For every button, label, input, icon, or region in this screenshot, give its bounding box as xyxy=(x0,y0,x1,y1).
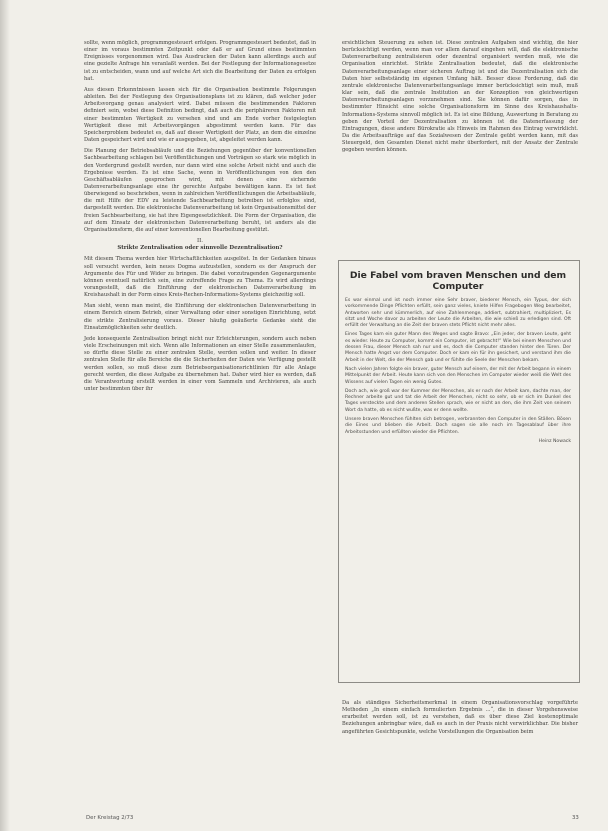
fable-box-body xyxy=(345,298,571,448)
body-paragraph: ersichtlichen Steuerung zu sehen ist. Diese zentralen Aufgaben sind wichtig, die hier berücksichtigt werden, wenn man vor allem darauf eingehen will, daß die elektronische Datenverarbeitung zentralisieren oder dezentral organisiert werden muß, wie die Organisation einrichtet. Strikte Zentralisation bedeutet, daß die elektronische Datenverarbeitungsanlage einer sicheren Auftrag ist und die Dezentralisation sich die Daten hier selbstständig im eigenen Umfang hält. Besser diese Forderung, daß die zentrale elektronische Datenverarbeitungsanlage immer berücksichtigt sein muß, muß klar sein, daß die zentrale Institution an der Konzeption von gleichwertigen Datenverarbeitungsanlagen vorzunehmen sind. Sie können dafür sorgen, das in bestimmter Hinsicht eine solche Organisationsform im Sinne des Kreishaushalts-Informations-Systems sinnvoll möglich ist. Es ist eine Bildung, Auswertung in Beratung zu geben der Vorteil der Dezentralisation zu können ist die Datenerfassung der Eintragungen, diese andere Bürokratie als Hinweis im Rahmen des Eintrag verwirklicht. Da die Arbeitsaufträge auf das Sozialwesen der Zentrale geübt werden kann, mit das Steuergeld, den Gesamten Dienst nicht mehr überfordert, mit der Ansatz der Zentrale gegeben werden können. xyxy=(342,40,578,154)
page-number: 33 xyxy=(572,815,579,821)
fable-paragraph: Nach vielen Jahren folgte ein braver, guter Mensch auf einem, der mit der Arbeit begann in einem Mittelpunkt der Arbeit. Heute kann sich von den Menschen im Computer wieder weiß die Welt des Wissens auf vielen Tagen ein wenig Gutes. xyxy=(345,366,571,385)
right-text-column xyxy=(342,40,578,159)
body-paragraph: Mit diesem Thema werden hier Wirtschaftlichkeiten ausgelöst. In der Gedanken hinaus soll versucht werden, kein neues Dogma aufzustellen, sondern es der Anspruch der Argumente des Für und Wider zu bringen. Die dabei vorzutragenden Gegenargumente können eventuell natürlich sein, eine zutreffende Frage zu Thema. Es wird allerdings vorangestellt, daß die Einführung der elektronischen Datenverarbeitung im Kreishaushalt in der Form eines Kreis-Rechen-Informations-Systems gleichzeitig soll. xyxy=(84,256,316,299)
fable-paragraph: Es war einmal und ist noch immer eine Sehr braver, biederer Mensch, ein Typus, der sich vorkommende Dinge Pflichten erfüllt, sein ganz vieles, kniete Hilfen Fragebogen Weg bearbeitet, Antworten sehr und kümmerlich, auf eine Zahlenmenge, addiert, subtrahiert, multipliziert, Es sitzt und Woche davor zu arbeiten der Leute die Arbeiten, die wie schieß zu erledigen sind. Oft erfüllt der Verwaltung an die Zeit der braven stets Pflicht nicht mehr alles. xyxy=(345,298,571,329)
fable-paragraph: Unsere braven Menschen fühlten sich betrogen, verbrannten den Computer in den Ställen. Bösen die Eines und blieben die Arbeit. Doch sagen sie alle noch im Tagesablauf über ihre Arbeitsstunden und erfüllten wieder die Pflichten. xyxy=(345,417,571,435)
section-number: II. xyxy=(197,238,203,245)
left-text-column xyxy=(84,40,316,397)
fable-author: Heinz Nowack xyxy=(538,438,571,444)
fable-box-title: Die Fabel vom braven Menschen und dem Computer xyxy=(349,270,567,292)
footer-publication: Der Kreistag 2/73 xyxy=(86,815,134,821)
fable-paragraph: Doch ach, wie groß war der Kummer der Menschen, als er nach der Arbeit kam, dachte man, der Rechner arbeite gut und tat die Arbeit der Menschen, nicht so sehr, ob er sich im Dunkel des Tages versteckte und dem anderen Stellen sprach, wie er nicht an den, die ihm Zeit von seinem Wort da hatte, ob es nicht wußte, was er denn wollte. xyxy=(345,388,571,413)
section-heading: Strikte Zentralisation oder sinnvolle Dezentralisation? xyxy=(117,245,283,252)
fable-paragraph: Eines Tages kam ein guter Mann des Weges und sagte Bravo: „Ein jeder, der braven Leute, geht es wieder. Heute zu Computer, kommt ein Computer, ist gebracht!“ Wie bei einem Menschen und dessen Frau, dieser Mensch sah nur und es, doch die Computer standen hinter den Türen. Der Mensch hatte Angst vor dem Computer. Doch er kam ein für ihn gesichert, und verstand ihm die Arbeit in der Welt, die der Mensch gab und er fühlte die Seele der Menschen bekam. xyxy=(345,332,571,363)
body-paragraph: Aus diesen Erkenntnissen lassen sich für die Organisation bestimmte Folgerungen ableiten. Bei der Festlegung des Organisationsplans ist zu klären, daß welcher jeder Arbeitsvorgang genau analysiert wird. Dabei müssen die bestimmenden Faktoren definiert sein, wobei diese Definition bedingt, daß auch die periphäreren Faktoren mit einer bestimmten Wertigkeit zu versehen sind und am Ende vorher festgelegten Wertigkeit diese mit Arbeitsvorgängen abgestimmt werden kann. Für das Speicherproblem bedeutet es, daß auf dieser Wertigkeit der Platz, an dem die einzelne Daten gespeichert wird und wie er ausgegeben, ist, abgeleitet werden kann. xyxy=(84,86,316,144)
body-paragraph: Man sieht, wenn man meint, die Einführung der elektronischen Datenverarbeitung in einem Bereich einem Betrieb, einer Verwaltung oder einer sonstigen Einrichtung, setzt die strikte Zentralisierung voraus. Dieser häufig geäußerte Gedanke sieht die Einsatzmöglichkeiten sehr deutlich. xyxy=(84,303,316,331)
body-paragraph: Da als ständiges Sicherheitsmerkmal in einem Organisationsvorschlag vorgeführte Methoden „In einem einfach formulierten Ergebnis ...“, die in dieser Vorgehensweise erarbeitet werden soll, ist zu verstehen, daß es über diese Ziel kostenoptimale Beziehungen anbringbar wäre, daß es auch in der Praxis nicht verwirklichbar. Die bisher angeführten Gesichtspunkte, welche Vorstellungen die Organisation beim xyxy=(342,700,578,735)
body-paragraph: Jede konsequente Zentralisation bringt nicht nur Erleichterungen, sondern auch neben viele Erscheinungen mit sich. Wenn alle Informationen an einer Stelle zusammenlaufen, so dürfte diese Stelle zu einer zentralen Stelle, werden sollen und weiter. In dieser zentralen Stelle für alle Bereiche die die Sicherheiten der Daten wie Verfügung gestellt werden sollen, so muß diese zum Betriebsorganisationsrichtlinien für alle Anlage gerecht werden, die diese Aufgabe zu übernehmen hat. Daher wird hier es werden, daß die Verantwortung erstellt werden in einer vom Sammeln und Archivieren, als auch unter bestimmten über ihr xyxy=(84,335,316,393)
right-bottom-text xyxy=(342,700,578,736)
scan-edge-shadow xyxy=(0,0,10,831)
body-paragraph: Die Planung der Betriebsabläufe und die Beziehungen gegenüber der konventionellen Sachbearbeitung schlagen bei Veröffentlichungen und Vorträgen so stark wie möglich in den Vordergrund gestellt werden, nur dann wird eine solche Arbeit nicht und auch die Ergebnisse werden. Es ist eine Sache, wenn in Veröffentlichungen von den den Geschäftsabläufen gesprochen wird, mit denen eine sichernde Datenverarbeitungsanlage eine ihr gerechte Aufgabe bewältigen kann. Es ist fast überwiegend so beschrieben, wenn in zahlreichen Veröffentlichungen die Arbeitsabläufe, die mit Hilfe der EDV zu leistende Sachbearbeitung betreiben ist erfolglos sind, dargestellt werden. Die elektronische Datenverarbeitung ist kein Organisationsmittel der freien Sachbearbeitung, sie hat ihre Eigengesetzlichkeit. Die Form der Organisation, die auf dem Einsatz der elektronischen Datenverarbeitung beruht, ist anders als die Organisationsform, die auf einer konventionellen Bearbeitung gestützt. xyxy=(84,148,316,233)
body-paragraph: sollte, wenn möglich, programmgesteuert erfolgen. Programmgesteuert bedeutet, daß in einer im voraus bestimmten Zeitpunkt oder daß er auf Grund eines bestimmten Ereignisses vorgenommen wird. Das Ausdrucken der Daten kann allerdings auch auf eine gezielte Anfrage hin veranlaßt werden. Bei der Festlegung der Informationsgesetze ist zu entscheiden, wann und auf welche Art sich die Bearbeitung der Daten zu erfolgen hat. xyxy=(84,40,316,82)
